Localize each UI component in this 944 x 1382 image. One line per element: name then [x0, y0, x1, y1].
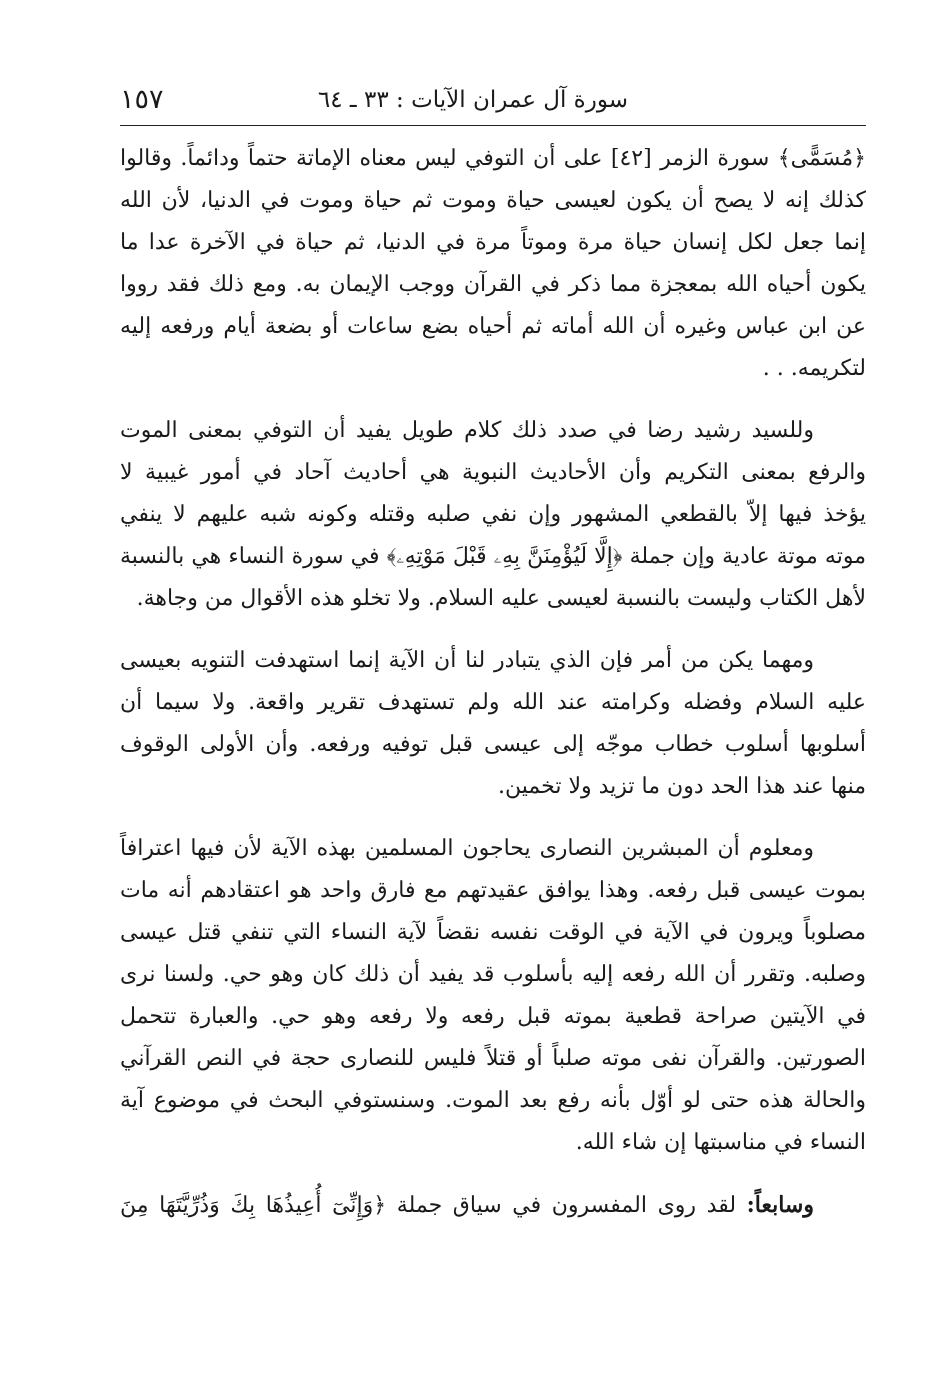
text-line — [120, 1184, 866, 1226]
text-run: لقد روى المفسرون في سياق جملة ﴿وَإِنِّىٓ أُعِيذُهَا بِكَ وَذُرِّيَّتَهَا مِنَ — [120, 1193, 737, 1218]
text-line: في الآيتين صراحة قطعية بموته قبل رفعه ولا رفعه وهو حي. والعبارة تتحمل — [120, 1004, 866, 1029]
text-line: مصلوباً ويرون في الآية في الوقت نفسه نقضاً لآية النساء التي تنفي قتل عيسى — [120, 920, 866, 945]
paragraph-gap — [120, 390, 866, 410]
text-line: وصلبه. وتقرر أن الله رفعه إليه بأسلوب قد يفيد أن ذلك كان وهو حي. ولسنا نرى — [120, 962, 866, 987]
paragraph-gap — [120, 808, 866, 828]
text-line: والحالة هذه حتى لو أوّل بأنه رفع بعد الموت. وسنستوفي البحث في موضوع آية — [120, 1088, 866, 1113]
text-line: الصورتين. والقرآن نفى موته صلباً أو قتلاً فليس للنصارى حجة في النص القرآني — [120, 1046, 866, 1071]
text-line: عليه السلام وفضله وكرامته عند الله ولم تستهدف تقرير واقعة. ولا سيما أن — [120, 690, 866, 715]
paragraph-gap — [120, 1164, 866, 1184]
text-line: منها عند هذا الحد دون ما تزيد ولا تخمين. — [498, 774, 866, 799]
paragraph — [120, 410, 866, 620]
text-line: يؤخذ فيها إلاّ بالقطعي المشهور وإن نفي صلبه وقتله وكونه شبه عليهم لا ينفي — [120, 502, 866, 527]
text-line: لأهل الكتاب وليست بالنسبة لعيسى عليه السلام. ولا تخلو هذه الأقوال من وجاهة. — [136, 586, 866, 611]
page-number: ١٥٧ — [120, 84, 164, 115]
chapter-title: سورة آل عمران الآيات : ٣٣ ـ ٦٤ — [317, 87, 628, 113]
paragraph — [120, 640, 866, 808]
text-line: ومعلوم أن المبشرين النصارى يحاجون المسلمين بهذه الآية لأن فيها اعترافاً — [120, 836, 814, 861]
text-line: لتكريمه. . . — [762, 356, 866, 381]
text-line: كذلك إنه لا يصح أن يكون لعيسى حياة وموت ثم حياة وموت في الدنيا، لأن الله — [120, 188, 866, 213]
section-lead: وسابعاً: — [746, 1192, 814, 1218]
text-line: أسلوبها أسلوب خطاب موجّه إلى عيسى قبل توفيه ورفعه. وأن الأولى الوقوف — [120, 732, 866, 757]
paragraph-gap — [120, 620, 866, 640]
text-line: والرفع بمعنى التكريم وأن الأحاديث النبوية هي أحاديث آحاد في أمور غيبية لا — [120, 460, 866, 485]
header-rule — [120, 125, 866, 126]
text-line: وللسيد رشيد رضا في صدد ذلك كلام طويل يفيد أن التوفي بمعنى الموت — [120, 418, 814, 443]
text-line: ﴿مُسَمًّى﴾ سورة الزمر [٤٢] على أن التوفي ليس معناه الإماتة حتماً ودائماً. وقالوا — [120, 146, 867, 171]
text-line: ومهما يكن من أمر فإن الذي يتبادر لنا أن الآية إنما استهدفت التنويه بعيسى — [120, 648, 814, 673]
text-line: إنما جعل لكل إنسان حياة مرة وموتاً مرة في الدنيا، ثم حياة في الآخرة عدا ما — [120, 230, 866, 255]
text-line: موته موتة عادية وإن جملة ﴿إِلَّا لَيُؤْمِنَنَّ بِهِۦ قَبْلَ مَوْتِهِۦ﴾ في سورة النساء هي بالنسبة — [120, 544, 866, 569]
paragraph — [120, 828, 866, 1164]
paragraph — [120, 138, 866, 390]
text-line: يكون أحياه الله بمعجزة مما ذكر في القرآن ووجب الإيمان به. ومع ذلك فقد رووا — [120, 272, 866, 297]
text-line: بموت عيسى قبل رفعه. وهذا يوافق عقيدتهم مع فارق واحد هو اعتقادهم أنه مات — [120, 878, 866, 903]
running-header — [120, 84, 866, 120]
text-line: النساء في مناسبتها إن شاء الله. — [575, 1130, 866, 1155]
body-text — [120, 138, 866, 1226]
paragraph — [120, 1184, 866, 1226]
text-line: عن ابن عباس وغيره أن الله أماته ثم أحياه بضع ساعات أو بضعة أيام ورفعه إليه — [120, 314, 866, 339]
